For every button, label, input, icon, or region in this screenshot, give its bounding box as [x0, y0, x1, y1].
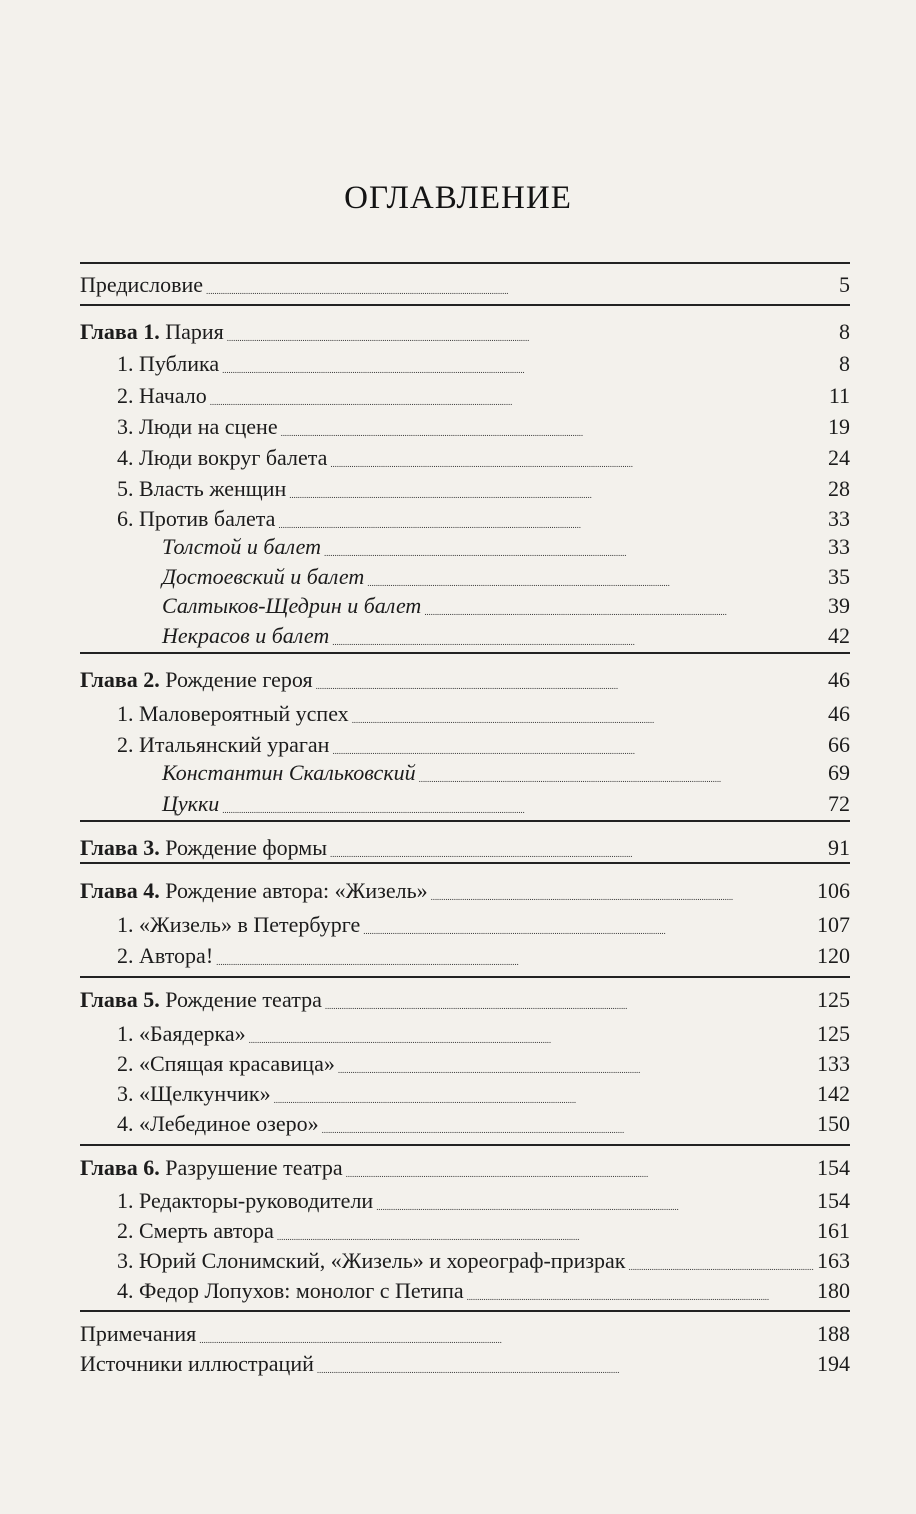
- toc-entry[interactable]: [80, 271, 850, 298]
- toc-page-number: 46: [828, 701, 850, 726]
- toc-entry[interactable]: [117, 1277, 850, 1304]
- dot-leader: [199, 1320, 814, 1347]
- toc-subentry[interactable]: [162, 759, 850, 786]
- toc-page-number: 107: [817, 912, 850, 937]
- chapter-label: Глава 6.: [80, 1155, 160, 1180]
- toc-entry-text: Рождение героя: [165, 667, 313, 692]
- toc-entry-text: 4. «Лебединое озеро»: [117, 1111, 319, 1136]
- toc-entry-text: Пария: [165, 319, 224, 344]
- toc-entry[interactable]: [117, 1187, 850, 1214]
- dot-leader: [332, 622, 825, 649]
- toc-page-number: 24: [828, 445, 850, 470]
- dot-leader: [316, 666, 825, 693]
- toc-entry-text: Толстой и балет: [162, 534, 321, 559]
- toc-page-number: 125: [817, 987, 850, 1012]
- toc-subentry[interactable]: [162, 790, 850, 817]
- dot-leader: [249, 1020, 814, 1047]
- toc-chapter[interactable]: [80, 877, 850, 904]
- toc-page-number: 106: [817, 878, 850, 903]
- toc-chapter[interactable]: [80, 318, 850, 345]
- toc-page-number: 142: [817, 1081, 850, 1106]
- toc-subentry[interactable]: [162, 592, 850, 619]
- toc-page-number: 11: [828, 383, 850, 408]
- toc-chapter[interactable]: [80, 986, 850, 1013]
- toc-page-number: 161: [817, 1218, 850, 1243]
- toc-page-number: 125: [817, 1021, 850, 1046]
- toc-entry-text: 3. Юрий Слонимский, «Жизель» и хореограф-призрак: [117, 1248, 626, 1273]
- toc-entry-text: 2. «Спящая красавица»: [117, 1051, 335, 1076]
- toc-entry[interactable]: [117, 413, 850, 440]
- toc-entry-text: Рождение автора: «Жизель»: [165, 878, 428, 903]
- toc-page-number: 180: [817, 1278, 850, 1303]
- toc-entry[interactable]: [117, 731, 850, 758]
- toc-chapter[interactable]: [80, 834, 850, 861]
- dot-leader: [227, 318, 836, 345]
- toc-page-number: 194: [817, 1351, 850, 1376]
- dot-leader: [325, 986, 814, 1013]
- chapter-label: Глава 3.: [80, 835, 160, 860]
- toc-entry-text: Некрасов и балет: [162, 623, 330, 648]
- toc-entry-text: Примечания: [80, 1321, 197, 1346]
- toc-page-number: 150: [817, 1111, 850, 1136]
- toc-entry-text: 3. «Щелкунчик»: [117, 1081, 271, 1106]
- toc-subentry[interactable]: [162, 563, 850, 590]
- toc-entry-text: Рождение формы: [165, 835, 327, 860]
- chapter-label: Глава 1.: [80, 319, 160, 344]
- toc-page-number: 120: [817, 943, 850, 968]
- toc-entry-text: 2. Итальянский ураган: [117, 732, 330, 757]
- dot-leader: [363, 911, 814, 938]
- page-title: ОГЛАВЛЕНИЕ: [344, 180, 572, 216]
- dot-leader: [419, 759, 825, 786]
- toc-page-number: 33: [828, 534, 850, 559]
- dot-leader: [338, 1050, 814, 1077]
- toc-page-number: 42: [828, 623, 850, 648]
- toc-page-number: 33: [828, 506, 850, 531]
- dot-leader: [206, 271, 836, 298]
- dot-leader: [281, 413, 825, 440]
- toc-entry-text: 1. Публика: [117, 351, 220, 376]
- toc-entry[interactable]: [117, 475, 850, 502]
- toc-entry-text: Рождение театра: [165, 987, 322, 1012]
- dot-leader: [352, 700, 825, 727]
- dot-leader: [367, 563, 825, 590]
- toc-page-number: 133: [817, 1051, 850, 1076]
- toc-page-number: 154: [817, 1155, 850, 1180]
- toc-page-number: 69: [828, 760, 850, 785]
- toc-entry[interactable]: [80, 1350, 850, 1377]
- toc-entry-text: 1. «Баядерка»: [117, 1021, 246, 1046]
- toc-entry-text: Достоевский и балет: [162, 564, 365, 589]
- toc-entry[interactable]: [117, 1217, 850, 1244]
- toc-entry-text: 1. Маловероятный успех: [117, 701, 349, 726]
- dot-leader: [274, 1080, 814, 1107]
- toc-page-number: 28: [828, 476, 850, 501]
- toc-entry[interactable]: [117, 942, 850, 969]
- toc-entry-text: 2. Автора!: [117, 943, 214, 968]
- toc-entry-text: 5. Власть женщин: [117, 476, 287, 501]
- toc-entry-text: Источники иллюстраций: [80, 1351, 314, 1376]
- toc-entry-text: 4. Федор Лопухов: монолог с Петипа: [117, 1278, 464, 1303]
- dot-leader: [467, 1277, 814, 1304]
- toc-entry[interactable]: [117, 444, 850, 471]
- toc-page-number: 35: [828, 564, 850, 589]
- toc-page-number: 19: [828, 414, 850, 439]
- toc-page-number: 66: [828, 732, 850, 757]
- toc-page-number: 8: [839, 351, 850, 376]
- dot-leader: [210, 382, 826, 409]
- toc-page-number: 72: [828, 791, 850, 816]
- dot-leader: [346, 1154, 814, 1181]
- dot-leader: [629, 1247, 815, 1274]
- toc-entry-text: 1. «Жизель» в Петербурге: [117, 912, 361, 937]
- toc-entry-text: 2. Смерть автора: [117, 1218, 274, 1243]
- toc-entry[interactable]: [117, 350, 850, 377]
- toc-page-number: 154: [817, 1188, 850, 1213]
- toc-entry-text: 4. Люди вокруг балета: [117, 445, 328, 470]
- toc-entry[interactable]: [117, 1110, 850, 1137]
- toc-chapter[interactable]: [80, 666, 850, 693]
- toc-entry-text: 2. Начало: [117, 383, 207, 408]
- toc-page-number: 188: [817, 1321, 850, 1346]
- dot-leader: [277, 1217, 814, 1244]
- toc-subentry[interactable]: [162, 533, 850, 560]
- chapter-label: Глава 5.: [80, 987, 160, 1012]
- toc-entry[interactable]: [117, 1020, 850, 1047]
- dot-leader: [278, 505, 825, 532]
- toc-entry-text: 3. Люди на сцене: [117, 414, 278, 439]
- chapter-label: Глава 4.: [80, 878, 160, 903]
- toc-page-number: 5: [839, 272, 850, 297]
- toc-page-number: 39: [828, 593, 850, 618]
- dot-leader: [317, 1350, 814, 1377]
- toc-entry[interactable]: [117, 1080, 850, 1107]
- dot-leader: [324, 533, 825, 560]
- toc-entry[interactable]: [117, 911, 850, 938]
- toc-entry[interactable]: [117, 382, 850, 409]
- toc-page-number: 46: [828, 667, 850, 692]
- toc-subentry[interactable]: [162, 622, 850, 649]
- toc-entry-text: 6. Против балета: [117, 506, 276, 531]
- toc-entry[interactable]: [117, 1050, 850, 1077]
- dot-leader: [289, 475, 825, 502]
- dot-leader: [424, 592, 825, 619]
- toc-entry-text: Константин Скальковский: [162, 760, 416, 785]
- dot-leader: [332, 731, 825, 758]
- dot-leader: [330, 834, 825, 861]
- dot-leader: [431, 877, 814, 904]
- toc-page-number: 8: [839, 319, 850, 344]
- toc-entry-text: Предисловие: [80, 272, 203, 297]
- toc-entry-text: 1. Редакторы-руководители: [117, 1188, 374, 1213]
- toc-chapter[interactable]: [80, 1154, 850, 1181]
- toc-entry[interactable]: [117, 1247, 850, 1274]
- dot-leader: [330, 444, 825, 471]
- toc-page-number: 91: [828, 835, 850, 860]
- toc-entry[interactable]: [80, 1320, 850, 1347]
- dot-leader: [322, 1110, 814, 1137]
- toc-entry-text: Цукки: [162, 791, 220, 816]
- chapter-label: Глава 2.: [80, 667, 160, 692]
- toc-entry-text: Разрушение театра: [165, 1155, 343, 1180]
- toc-entry[interactable]: [117, 505, 850, 532]
- toc-entry-text: Салтыков-Щедрин и балет: [162, 593, 422, 618]
- dot-leader: [222, 350, 836, 377]
- toc-entry[interactable]: [117, 700, 850, 727]
- dot-leader: [376, 1187, 814, 1214]
- dot-leader: [216, 942, 814, 969]
- toc-page-number: 163: [817, 1248, 850, 1273]
- dot-leader: [222, 790, 825, 817]
